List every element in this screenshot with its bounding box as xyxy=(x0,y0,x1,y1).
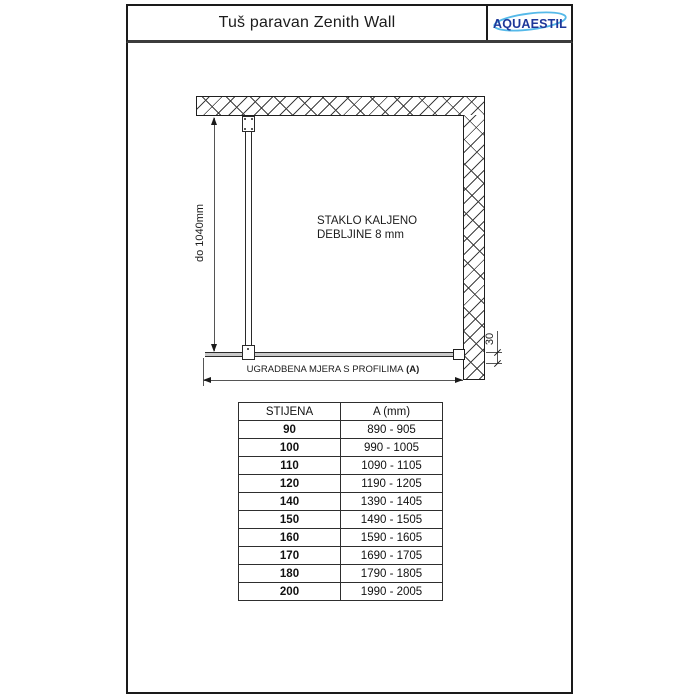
table-row xyxy=(239,475,443,493)
brand-name: AQUAESTIL xyxy=(492,17,567,31)
screw-icon xyxy=(244,128,246,130)
glass-annotation-line2: DEBLJINE 8 mm xyxy=(317,229,404,241)
table-cell: 110 xyxy=(239,457,341,475)
width-dim-label-suffix: (A) xyxy=(406,364,420,375)
table-cell: 1490 - 1505 xyxy=(341,511,443,529)
dim-arrow-left-icon xyxy=(203,377,211,383)
size-table-header-stijena: STIJENA xyxy=(239,403,341,421)
table-cell: 1990 - 2005 xyxy=(341,583,443,601)
height-dim-line xyxy=(214,118,215,351)
table-row xyxy=(239,511,443,529)
screw-icon xyxy=(251,118,253,120)
size-table-header-a: A (mm) xyxy=(341,403,443,421)
table-cell: 1190 - 1205 xyxy=(341,475,443,493)
screw-icon xyxy=(247,348,249,350)
table-cell: 120 xyxy=(239,475,341,493)
side-dim-line xyxy=(497,331,498,364)
table-cell: 1590 - 1605 xyxy=(341,529,443,547)
table-row xyxy=(239,583,443,601)
table-cell: 1390 - 1405 xyxy=(341,493,443,511)
table-cell: 1790 - 1805 xyxy=(341,565,443,583)
table-cell: 160 xyxy=(239,529,341,547)
glass-annotation xyxy=(317,214,417,242)
title-cell xyxy=(128,6,486,40)
table-cell: 890 - 905 xyxy=(341,421,443,439)
width-dim-line xyxy=(203,380,463,381)
table-row xyxy=(239,547,443,565)
table-row xyxy=(239,565,443,583)
table-cell: 1690 - 1705 xyxy=(341,547,443,565)
table-row xyxy=(239,421,443,439)
table-cell: 150 xyxy=(239,511,341,529)
size-table xyxy=(238,402,443,601)
table-cell: 140 xyxy=(239,493,341,511)
table-cell: 180 xyxy=(239,565,341,583)
table-row xyxy=(239,439,443,457)
dim-arrow-up-icon xyxy=(211,117,217,125)
wall-profile xyxy=(453,349,465,360)
table-cell: 90 xyxy=(239,421,341,439)
table-cell: 170 xyxy=(239,547,341,565)
size-table-header-row xyxy=(239,403,443,421)
glass-clamp xyxy=(242,345,255,360)
size-table-body xyxy=(239,421,443,601)
page-title: Tuš paravan Zenith Wall xyxy=(218,14,396,31)
table-row xyxy=(239,457,443,475)
table-row xyxy=(239,493,443,511)
width-dim-label-text: UGRADBENA MJERA S PROFILIMA xyxy=(246,364,404,375)
table-cell: 990 - 1005 xyxy=(341,439,443,457)
dim-arrow-right-icon xyxy=(455,377,463,383)
dim-arrow-down-icon xyxy=(211,344,217,352)
screw-icon xyxy=(244,118,246,120)
table-cell: 1090 - 1105 xyxy=(341,457,443,475)
table-cell: 100 xyxy=(239,439,341,457)
side-dim-extension-bottom xyxy=(486,363,502,364)
top-wall xyxy=(196,96,485,116)
table-row xyxy=(239,529,443,547)
support-bar xyxy=(245,131,252,346)
side-dim-extension-top xyxy=(486,352,502,353)
screw-icon xyxy=(251,128,253,130)
logo-cell xyxy=(486,6,571,40)
side-dim-label: 30 xyxy=(484,332,496,346)
right-wall xyxy=(463,115,485,380)
glass-annotation-line1: STAKLO KALJENO xyxy=(317,215,418,227)
height-dim-label: do 1040mm xyxy=(194,203,206,263)
wall-bracket xyxy=(242,116,255,132)
title-bar xyxy=(126,4,573,43)
table-cell: 200 xyxy=(239,583,341,601)
aquaestil-logo xyxy=(491,8,569,38)
width-dim-label xyxy=(203,364,463,375)
